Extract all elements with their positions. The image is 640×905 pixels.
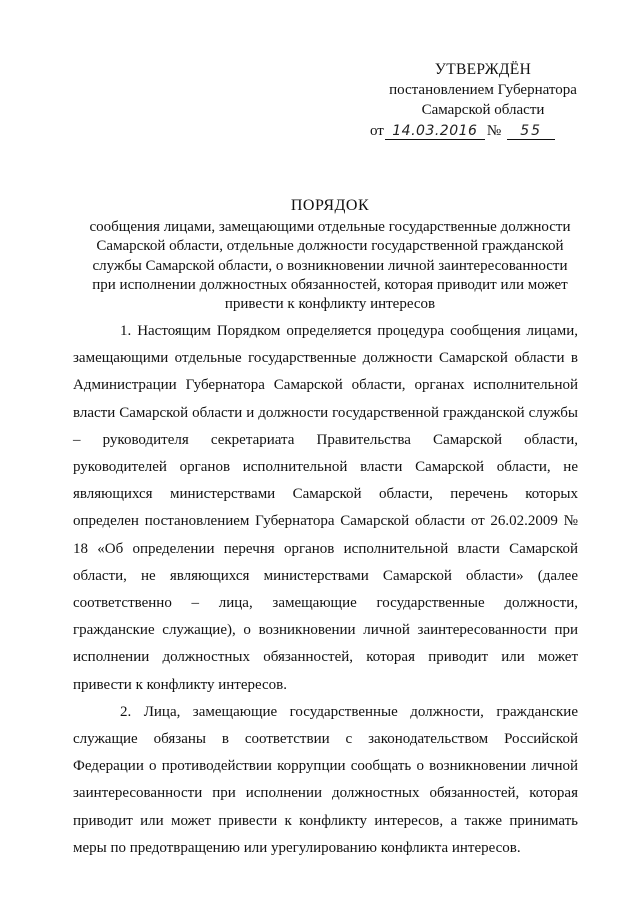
document-body [73, 318, 578, 862]
handwritten-number: 55 [507, 123, 555, 140]
approval-line-2: Самарской области [421, 102, 545, 118]
paragraph-2: 2. Лица, замещающие государственные должности, гражданские служащие обязаны в соответствии с законодательством Российской Федерации о противодействии коррупции сообщать о возникновении личной заинтересованности при исполнении должностных обязанностей, которая приводит или может привести к конфликту интересов, а также принимать меры по предотвращению или урегулированию конфликта интересов. [73, 703, 578, 856]
approved-heading: УТВЕРЖДЁН [434, 61, 532, 78]
subtitle-line: Самарской области, отдельные должности государственной гражданской [96, 238, 564, 255]
approval-line-1: постановлением Губернатора [389, 82, 577, 98]
subtitle-line: при исполнении должностных обязанностей, которая приводит или может [92, 276, 568, 293]
subtitle-line: службы Самарской области, о возникновении личной заинтересованности [92, 257, 568, 274]
decree-date-number-line [368, 121, 598, 141]
document-title-block [70, 196, 590, 314]
from-prefix: от [370, 123, 384, 139]
subtitle-line: сообщения лицами, замещающими отдельные государственные должности [89, 219, 571, 236]
approval-stamp-block [368, 60, 598, 141]
handwritten-date: 14.03.2016 [385, 123, 485, 140]
document-heading: ПОРЯДОК [290, 197, 370, 214]
number-label: № [486, 123, 502, 139]
subtitle-line: привести к конфликту интересов [224, 296, 436, 313]
paragraph-1: 1. Настоящим Порядком определяется процедура сообщения лицами, замещающими отдельные государственные должности Самарской области в Администрации Губернатора Самарской области, органах исполнительной власти Самарской области и должности государственной гражданской службы – руководителя секретариата Правительства Самарской области, руководителей органов исполнительной власти Самарской области, не являющихся министерствами Самарской области, перечень которых определен постановлением Губернатора Самарской области от 26.02.2009 № 18 «Об определении перечня органов исполнительной власти Самарской области, не являющихся министерствами Самарской области» (далее соответственно – лица, замещающие государственные должности, гражданские служащие), о возникновении личной заинтересованности при исполнении должностных обязанностей, которая приводит или может привести к конфликту интересов. [73, 323, 578, 693]
